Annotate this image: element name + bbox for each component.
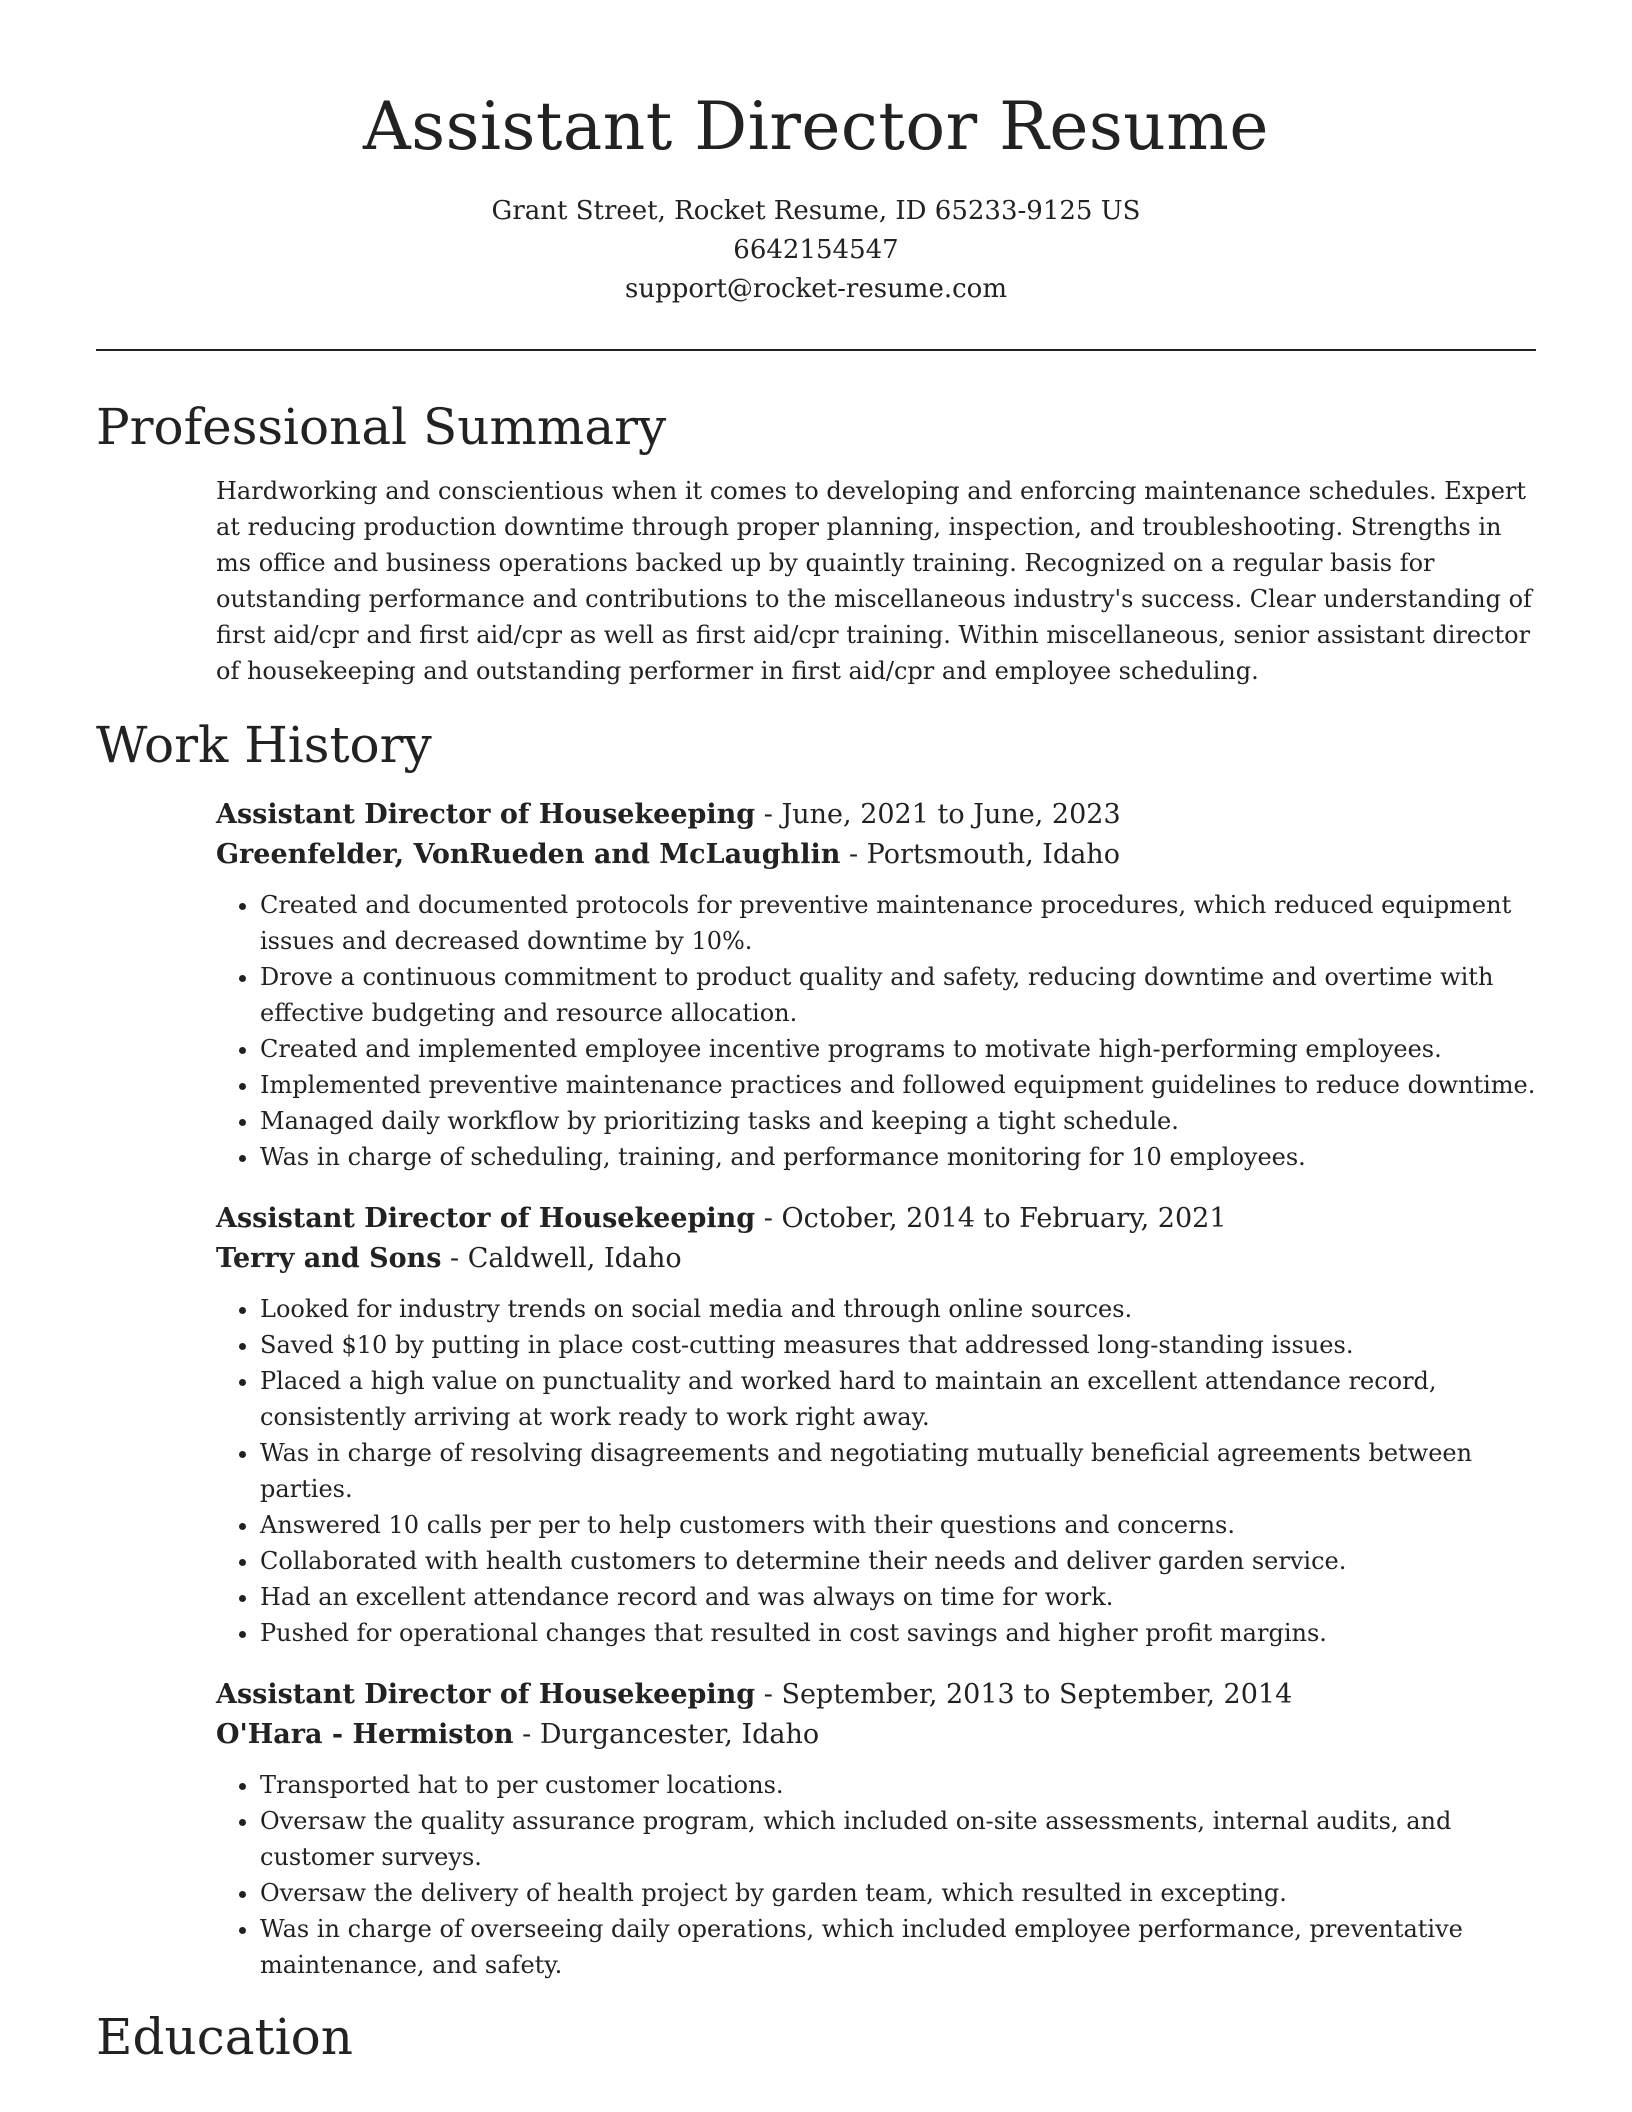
job-bullet: • Was in charge of overseeing daily operations, which included employee performance, preventative maintenance, and safety. [260, 1911, 1536, 1983]
job-location: - Durgancester, Idaho [513, 1719, 820, 1750]
job-bullet: • Implemented preventive maintenance practices and followed equipment guidelines to reduce downtime. [260, 1067, 1536, 1103]
job-title: Assistant Director of Housekeeping [216, 1203, 756, 1234]
contact-email: support@rocket-resume.com [624, 274, 1007, 304]
job-dates: - September, 2013 to September, 2014 [755, 1679, 1293, 1710]
job-bullet: • Was in charge of resolving disagreements and negotiating mutually beneficial agreements between parties. [260, 1435, 1536, 1507]
job-title-line [216, 795, 1536, 835]
job-bullet: • Was in charge of scheduling, training, and performance monitoring for 10 employees. [260, 1139, 1536, 1175]
job-entry-2 [216, 1199, 1536, 1651]
job-company: O'Hara - Hermiston [216, 1719, 514, 1750]
job-bullets [216, 1767, 1536, 1983]
job-entry-1 [216, 795, 1536, 1175]
job-bullet: • Oversaw the delivery of health project by garden team, which resulted in excepting. [260, 1875, 1536, 1911]
job-company-line [216, 835, 1536, 875]
contact-address: Grant Street, Rocket Resume, ID 65233-9125 US [491, 196, 1141, 226]
job-company-line [216, 1715, 1536, 1755]
job-bullet: • Pushed for operational changes that resulted in cost savings and higher profit margins. [260, 1615, 1536, 1651]
summary-text: Hardworking and conscientious when it comes to developing and enforcing maintenance schedules. Expert at reducing production downtime through proper planning, inspection, and troubleshooting. Strengths in ms office and business operations backed up by quaintly training. Recognized on a regular basis for outstanding performance and contributions to the miscellaneous industry's success. Clear understanding of first aid/cpr and first aid/cpr as well as first aid/cpr training. Within miscellaneous, senior assistant director of housekeeping and outstanding performer in first aid/cpr and employee scheduling. [216, 477, 1532, 685]
job-location: - Caldwell, Idaho [441, 1243, 682, 1274]
job-title-line [216, 1675, 1536, 1715]
job-bullet: • Created and implemented employee incentive programs to motivate high-performing employees. [260, 1031, 1536, 1067]
job-bullet: • Placed a high value on punctuality and worked hard to maintain an excellent attendance record, consistently arriving at work ready to work right away. [260, 1363, 1536, 1435]
job-bullet: • Answered 10 calls per per to help customers with their questions and concerns. [260, 1507, 1536, 1543]
job-bullets [216, 887, 1536, 1175]
section-heading-work-history: Work History [96, 716, 432, 774]
job-bullet: • Looked for industry trends on social media and through online sources. [260, 1291, 1536, 1327]
resume-title: Assistant Director Resume [363, 88, 1269, 165]
job-bullet: • Managed daily workflow by prioritizing tasks and keeping a tight schedule. [260, 1103, 1536, 1139]
job-company: Greenfelder, VonRueden and McLaughlin [216, 839, 841, 870]
job-title-line [216, 1199, 1536, 1239]
job-company: Terry and Sons [216, 1243, 442, 1274]
job-company-line [216, 1239, 1536, 1279]
job-bullet: • Oversaw the quality assurance program, which included on-site assessments, internal audits, and customer surveys. [260, 1803, 1536, 1875]
header-divider [96, 349, 1536, 351]
contact-info [96, 192, 1536, 309]
job-title: Assistant Director of Housekeeping [216, 1679, 756, 1710]
section-heading-summary: Professional Summary [96, 398, 667, 456]
job-bullet: • Transported hat to per customer locations. [260, 1767, 1536, 1803]
job-bullet: • Collaborated with health customers to determine their needs and deliver garden service. [260, 1543, 1536, 1579]
job-dates: - October, 2014 to February, 2021 [755, 1203, 1227, 1234]
contact-phone: 6642154547 [733, 235, 899, 265]
job-title: Assistant Director of Housekeeping [216, 799, 756, 830]
section-heading-education: Education [96, 2008, 353, 2066]
job-bullets [216, 1291, 1536, 1651]
job-bullet: • Saved $10 by putting in place cost-cutting measures that addressed long-standing issues. [260, 1327, 1536, 1363]
job-location: - Portsmouth, Idaho [840, 839, 1120, 870]
job-entry-3 [216, 1675, 1536, 1983]
job-bullet: • Drove a continuous commitment to product quality and safety, reducing downtime and overtime with effective budgeting and resource allocation. [260, 959, 1536, 1031]
job-bullet: • Had an excellent attendance record and was always on time for work. [260, 1579, 1536, 1615]
job-bullet: • Created and documented protocols for preventive maintenance procedures, which reduced equipment issues and decreased downtime by 10%. [260, 887, 1536, 959]
job-dates: - June, 2021 to June, 2023 [755, 799, 1121, 830]
